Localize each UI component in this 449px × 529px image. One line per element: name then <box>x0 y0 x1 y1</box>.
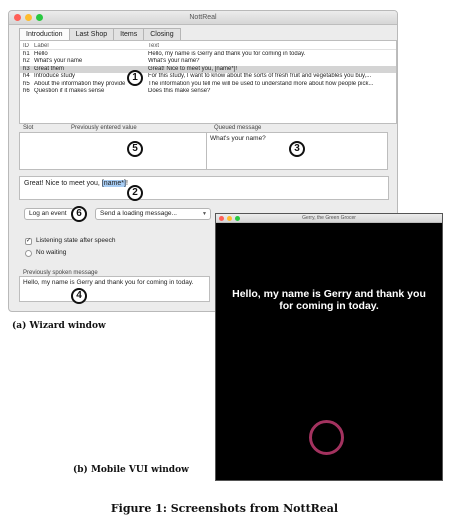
mobile-minimize-button[interactable] <box>227 216 232 221</box>
chevron-down-icon: ▼ <box>202 211 207 217</box>
table-row[interactable] <box>20 51 396 58</box>
composer-text-end: ! <box>125 180 128 187</box>
loading-message-select[interactable] <box>95 208 211 220</box>
row-label: Hello <box>34 51 48 57</box>
wizard-titlebar <box>9 11 397 25</box>
loading-message-label: Send a loading message... <box>100 210 177 217</box>
caption-a: (a) Wizard window <box>12 321 106 331</box>
tab-closing[interactable]: Closing <box>143 28 180 40</box>
table-header-row <box>20 43 396 50</box>
row-label: Great them <box>34 65 65 72</box>
callout-badge-5: 5 <box>127 141 143 157</box>
row-label: About the information they provide <box>34 80 126 87</box>
row-text: Great! Nice to meet you, [name*]! <box>148 65 238 72</box>
column-header-label[interactable]: Label <box>34 43 49 49</box>
window-controls <box>14 14 43 21</box>
slot-placeholder: [name*] <box>101 180 126 187</box>
message-composer[interactable] <box>19 176 389 200</box>
log-event-button[interactable] <box>24 208 74 220</box>
script-message-table <box>19 40 397 124</box>
table-row[interactable] <box>20 73 396 80</box>
table-row[interactable] <box>20 81 396 88</box>
slot-column-header: Slot <box>23 125 34 131</box>
minimize-window-button[interactable] <box>25 14 32 21</box>
slots-pane[interactable] <box>19 132 210 170</box>
table-row-selected[interactable] <box>20 66 396 73</box>
row-id: h1 <box>23 51 30 57</box>
mobile-window-controls <box>219 216 240 221</box>
script-tabs <box>19 28 180 40</box>
row-text: Does this make sense? <box>148 88 211 94</box>
log-event-label: Log an event <box>29 210 67 217</box>
row-label: What's your name <box>34 58 83 65</box>
mobile-zoom-button[interactable] <box>235 216 240 221</box>
mobile-window-title: Gerry, the Green Grocer <box>302 215 356 221</box>
spoken-message-display: Hello, my name is Gerry and thank you for coming in today. <box>232 288 426 312</box>
row-text: Hello, my name is Gerry and thank you for coming in today. <box>148 51 306 57</box>
row-label: Question if it makes sense <box>34 88 105 94</box>
column-header-text[interactable]: Text <box>148 43 160 49</box>
tab-introduction[interactable]: Introduction <box>19 28 70 40</box>
row-text: For this study, I want to know about the sorts of fresh fruit and vegetables you buy,... <box>148 73 372 80</box>
caption-b: (b) Mobile VUI window <box>73 465 189 475</box>
row-id: h6 <box>23 88 30 94</box>
listening-indicator-ring <box>309 420 344 455</box>
row-id: h3 <box>23 65 30 72</box>
callout-badge-3: 3 <box>289 141 305 157</box>
callout-badge-6: 6 <box>71 206 87 222</box>
no-waiting-label: No waiting <box>36 249 67 256</box>
row-text: The information you tell me will be used to understand more about how people pick... <box>148 80 374 87</box>
previous-value-column-header: Previously entered value <box>71 125 137 131</box>
previously-spoken-text: Hello, my name is Gerry and thank you for coming in today. <box>23 279 194 286</box>
tab-last-shop[interactable]: Last Shop <box>69 28 115 40</box>
previously-spoken-pane <box>19 276 210 302</box>
previously-spoken-header: Previously spoken message <box>23 270 98 276</box>
row-id: h5 <box>23 80 30 87</box>
row-label: Introduce study <box>34 73 76 80</box>
row-id: h4 <box>23 73 30 80</box>
close-window-button[interactable] <box>14 14 21 21</box>
no-waiting-radio[interactable] <box>25 250 32 257</box>
column-header-id[interactable]: ID <box>23 43 29 49</box>
composer-text: Great! Nice to meet you, <box>24 180 102 187</box>
zoom-window-button[interactable] <box>36 14 43 21</box>
mobile-close-button[interactable] <box>219 216 224 221</box>
window-title: NottReal <box>189 14 217 21</box>
listening-state-checkbox[interactable]: ✓ <box>26 238 32 244</box>
queued-message-text: What's your name? <box>210 135 266 142</box>
queued-message-header: Queued message <box>214 125 262 131</box>
callout-badge-2: 2 <box>127 185 143 201</box>
row-id: h2 <box>23 58 30 65</box>
mobile-titlebar <box>216 214 442 223</box>
table-row[interactable] <box>20 88 396 95</box>
row-text: What's your name? <box>148 58 200 65</box>
tab-items[interactable]: Items <box>113 28 144 40</box>
figure-caption: Figure 1: Screenshots from NottReal <box>110 502 339 515</box>
callout-badge-4: 4 <box>71 288 87 304</box>
mobile-vui-window <box>215 213 443 481</box>
listening-state-label: Listening state after speech <box>36 237 116 244</box>
table-row[interactable] <box>20 58 396 65</box>
callout-badge-1: 1 <box>127 70 143 86</box>
